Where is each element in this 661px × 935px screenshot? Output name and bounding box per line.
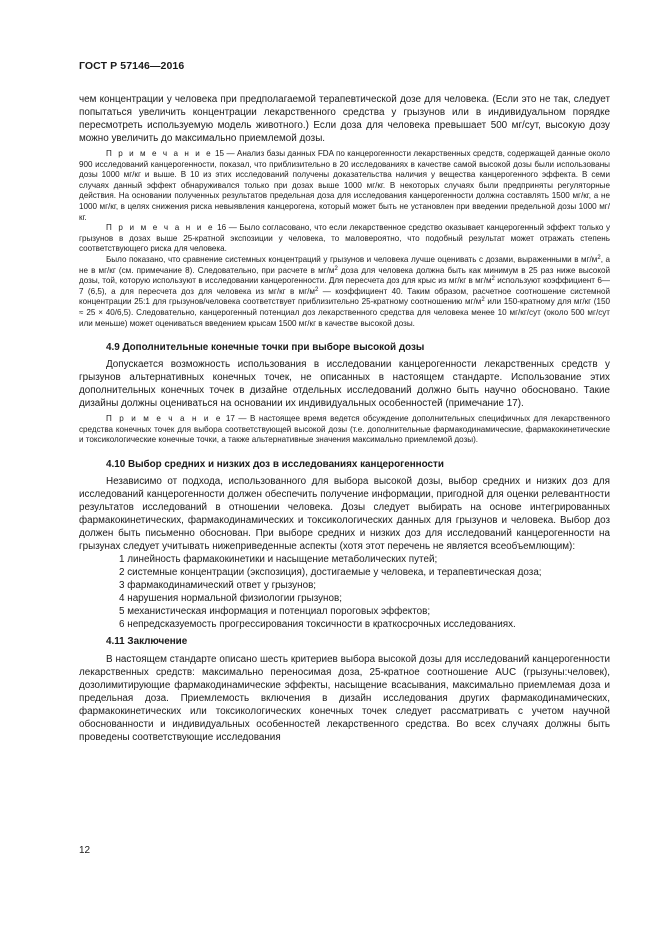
note-text-part: используют коэффициент 6—7 (6,5), а для пересчета доз для человека из мг/кг в мг/м bbox=[79, 276, 610, 296]
note-17-label: П р и м е ч а н и е bbox=[106, 414, 223, 424]
list-item: 4 нарушения нормальной физиологии грызунов; bbox=[119, 592, 342, 604]
note-16-label: П р и м е ч а н и е bbox=[106, 223, 215, 233]
intro-paragraph: чем концентрации у человека при предполагаемой терапевтической дозе для человека. (Если это не так, следует попытаться увеличить концентрации лекарственного средства у грызунов или в индивидуальном порядке пересмотреть используемую модель животного.) Если доза для человека превышает 500 мг/сут, высокую дозу можно увеличить до максимально приемлемой дозы. bbox=[79, 94, 610, 144]
note-text-part: или 150-кратному для мг/кг (150 ≈ 25 × 40/6,5). Следовательно, канцерогенный потенциал доз лекарственного средства для человека менее 10 мг/кг/сут (около 500 мг/сут или меньше) может оцениваться введением крысам 1500 мг/кг в качестве высокой дозы. bbox=[79, 297, 610, 328]
note-text-part: — коэффициент 40. Таким образом, расчетное соотношение системной концентрации 25:1 для грызунов/человека соответствует приблизительно 25-кратному соотношению мг/м bbox=[79, 286, 611, 307]
list-item: 3 фармакодинамический ответ у грызунов; bbox=[119, 579, 317, 591]
section-4-11-heading: 4.11 Заключение bbox=[106, 635, 188, 647]
section-4-10-heading: 4.10 Выбор средних и низких доз в исследованиях канцерогенности bbox=[106, 458, 444, 470]
section-4-9-heading: 4.9 Дополнительные конечные точки при выборе высокой дозы bbox=[106, 342, 425, 354]
page-content bbox=[79, 93, 610, 744]
note-text-part: Было показано, что сравнение системных концентраций у грызунов и человека лучше оценивать с дозами, выраженными в мг/м bbox=[106, 254, 598, 264]
note-15 bbox=[79, 149, 610, 223]
note-15-text: 15 — Анализ базы данных FDA по канцерогенности лекарственных средств, содержащей данные около 900 исследований канцерогенности, показал, что приблизительно в 20 исследованиях в качестве самой высокой дозы были использованы дозы 1000 мг/кг и выше. В 10 из этих исследований получены доказательства наличия у вещества канцерогенного эффекта. В семи случаях данный эффект обнаруживался только при дозах выше 1000 мг/кг. В некоторых случаях были предприняты регуляторные действия. На основании полученных результатов предельная доза для исследования канцерогенности должна составлять 1500 мг/кг, а не 1000 мг/кг, в целях снижения риска невыявления канцерогена, который может быть не установлен при введении предельной дозы 1000 мг/кг. bbox=[79, 149, 611, 222]
section-4-10-paragraph: Независимо от подхода, использованного для выбора высокой дозы, выбор средних и низких доз для исследований канцерогенности должен обеспечить получение информации, пригодной для оценки релевантности результатов исследований в отношении человека. Дозы следует выбирать на основе интегрированных фармакокинетических, фармакодинамических и токсикологических данных для грызунов и человека. Выбор доз должен быть письменно обоснован. При выборе средних и низких доз для исследований канцерогенности на грызунах следует учитывать нижеприведенные аспекты (хотя этот перечень не является всеобъемлющим): bbox=[79, 475, 610, 552]
list-item: 2 системные концентрации (экспозиция), достигаемые у человека, и терапевтическая доза; bbox=[119, 566, 542, 578]
superscript: 2 bbox=[334, 265, 338, 272]
list-item: 6 непредсказуемость прогрессирования токсичности в краткосрочных исследованиях. bbox=[119, 618, 516, 630]
superscript: 2 bbox=[491, 276, 495, 283]
note-17-text: 17 — В настоящее время ведется обсуждение дополнительных специфичных для лекарственного средства конечных точек для выбора соответствующей высокой дозы (т.е. дополнительные фармакодинамические, фармакокинетические и токсикологические конечные точки, а также альтернативные значения максимально приемлемой дозы). bbox=[79, 414, 610, 445]
list-item: 1 линейность фармакокинетики и насыщение метаболических путей; bbox=[119, 553, 438, 565]
note-15-label: П р и м е ч а н и е bbox=[106, 149, 213, 158]
list-item: 5 механистическая информация и потенциал пороговых эффектов; bbox=[119, 605, 431, 617]
note-17 bbox=[79, 414, 610, 446]
aspects-list bbox=[79, 553, 610, 631]
note-16 bbox=[79, 223, 610, 255]
note-16-text: 16 — Было согласовано, что если лекарственное средство оказывает канцерогенный эффект только у грызунов в дозах выше 25-кратной экспозиции у человека, то маловероятно, что подобный результат может отражать степень соответствующего риска для человека. bbox=[79, 223, 610, 254]
page-number: 12 bbox=[79, 845, 91, 856]
note-text-part: , а не в мг/кг (см. примечание 8). Следовательно, при расчете в мг/м bbox=[79, 254, 611, 275]
document-header: ГОСТ Р 57146—2016 bbox=[79, 60, 185, 72]
superscript: 2 bbox=[481, 297, 485, 304]
section-4-11-paragraph: В настоящем стандарте описано шесть критериев выбора высокой дозы для исследований канцерогенности лекарственных средств: максимально переносимая доза, 25-кратное соотношение AUC (грызуны:человек), дозолимитирующие фармакодинамические эффекты, насыщение всасывания, максимально приемлемая доза и предельная доза. Приемлемость включения в дизайн исследования других фармакодинамических, фармакокинетических или токсикологических конечных точек следует рассматривать с учетом научной обоснованности и индивидуальных особенностей лекарственного средства. Во всех случаях должны быть проведены соответствующие исследования bbox=[79, 653, 610, 743]
section-4-9-paragraph: Допускается возможность использования в исследовании канцерогенности лекарственных средств у грызунов альтернативных конечных точек, не описанных в настоящем стандарте. Использование этих дополнительных конечных точек в дизайне отдельных исследований должно быть научно обосновано. Такие дизайны должны оцениваться на основании их индивидуальных особенностей (примечание 17). bbox=[79, 359, 610, 410]
note-16-continuation bbox=[79, 255, 610, 329]
superscript: 2 bbox=[315, 286, 319, 293]
superscript: 2 bbox=[597, 254, 601, 261]
note-text-part: доза для человека должна быть как минимум в 25 раз ниже высокой дозы, той, которую используют в исследовании канцерогенности. Для пересчета доз для крыс из мг/кг в мг/м bbox=[79, 265, 610, 286]
